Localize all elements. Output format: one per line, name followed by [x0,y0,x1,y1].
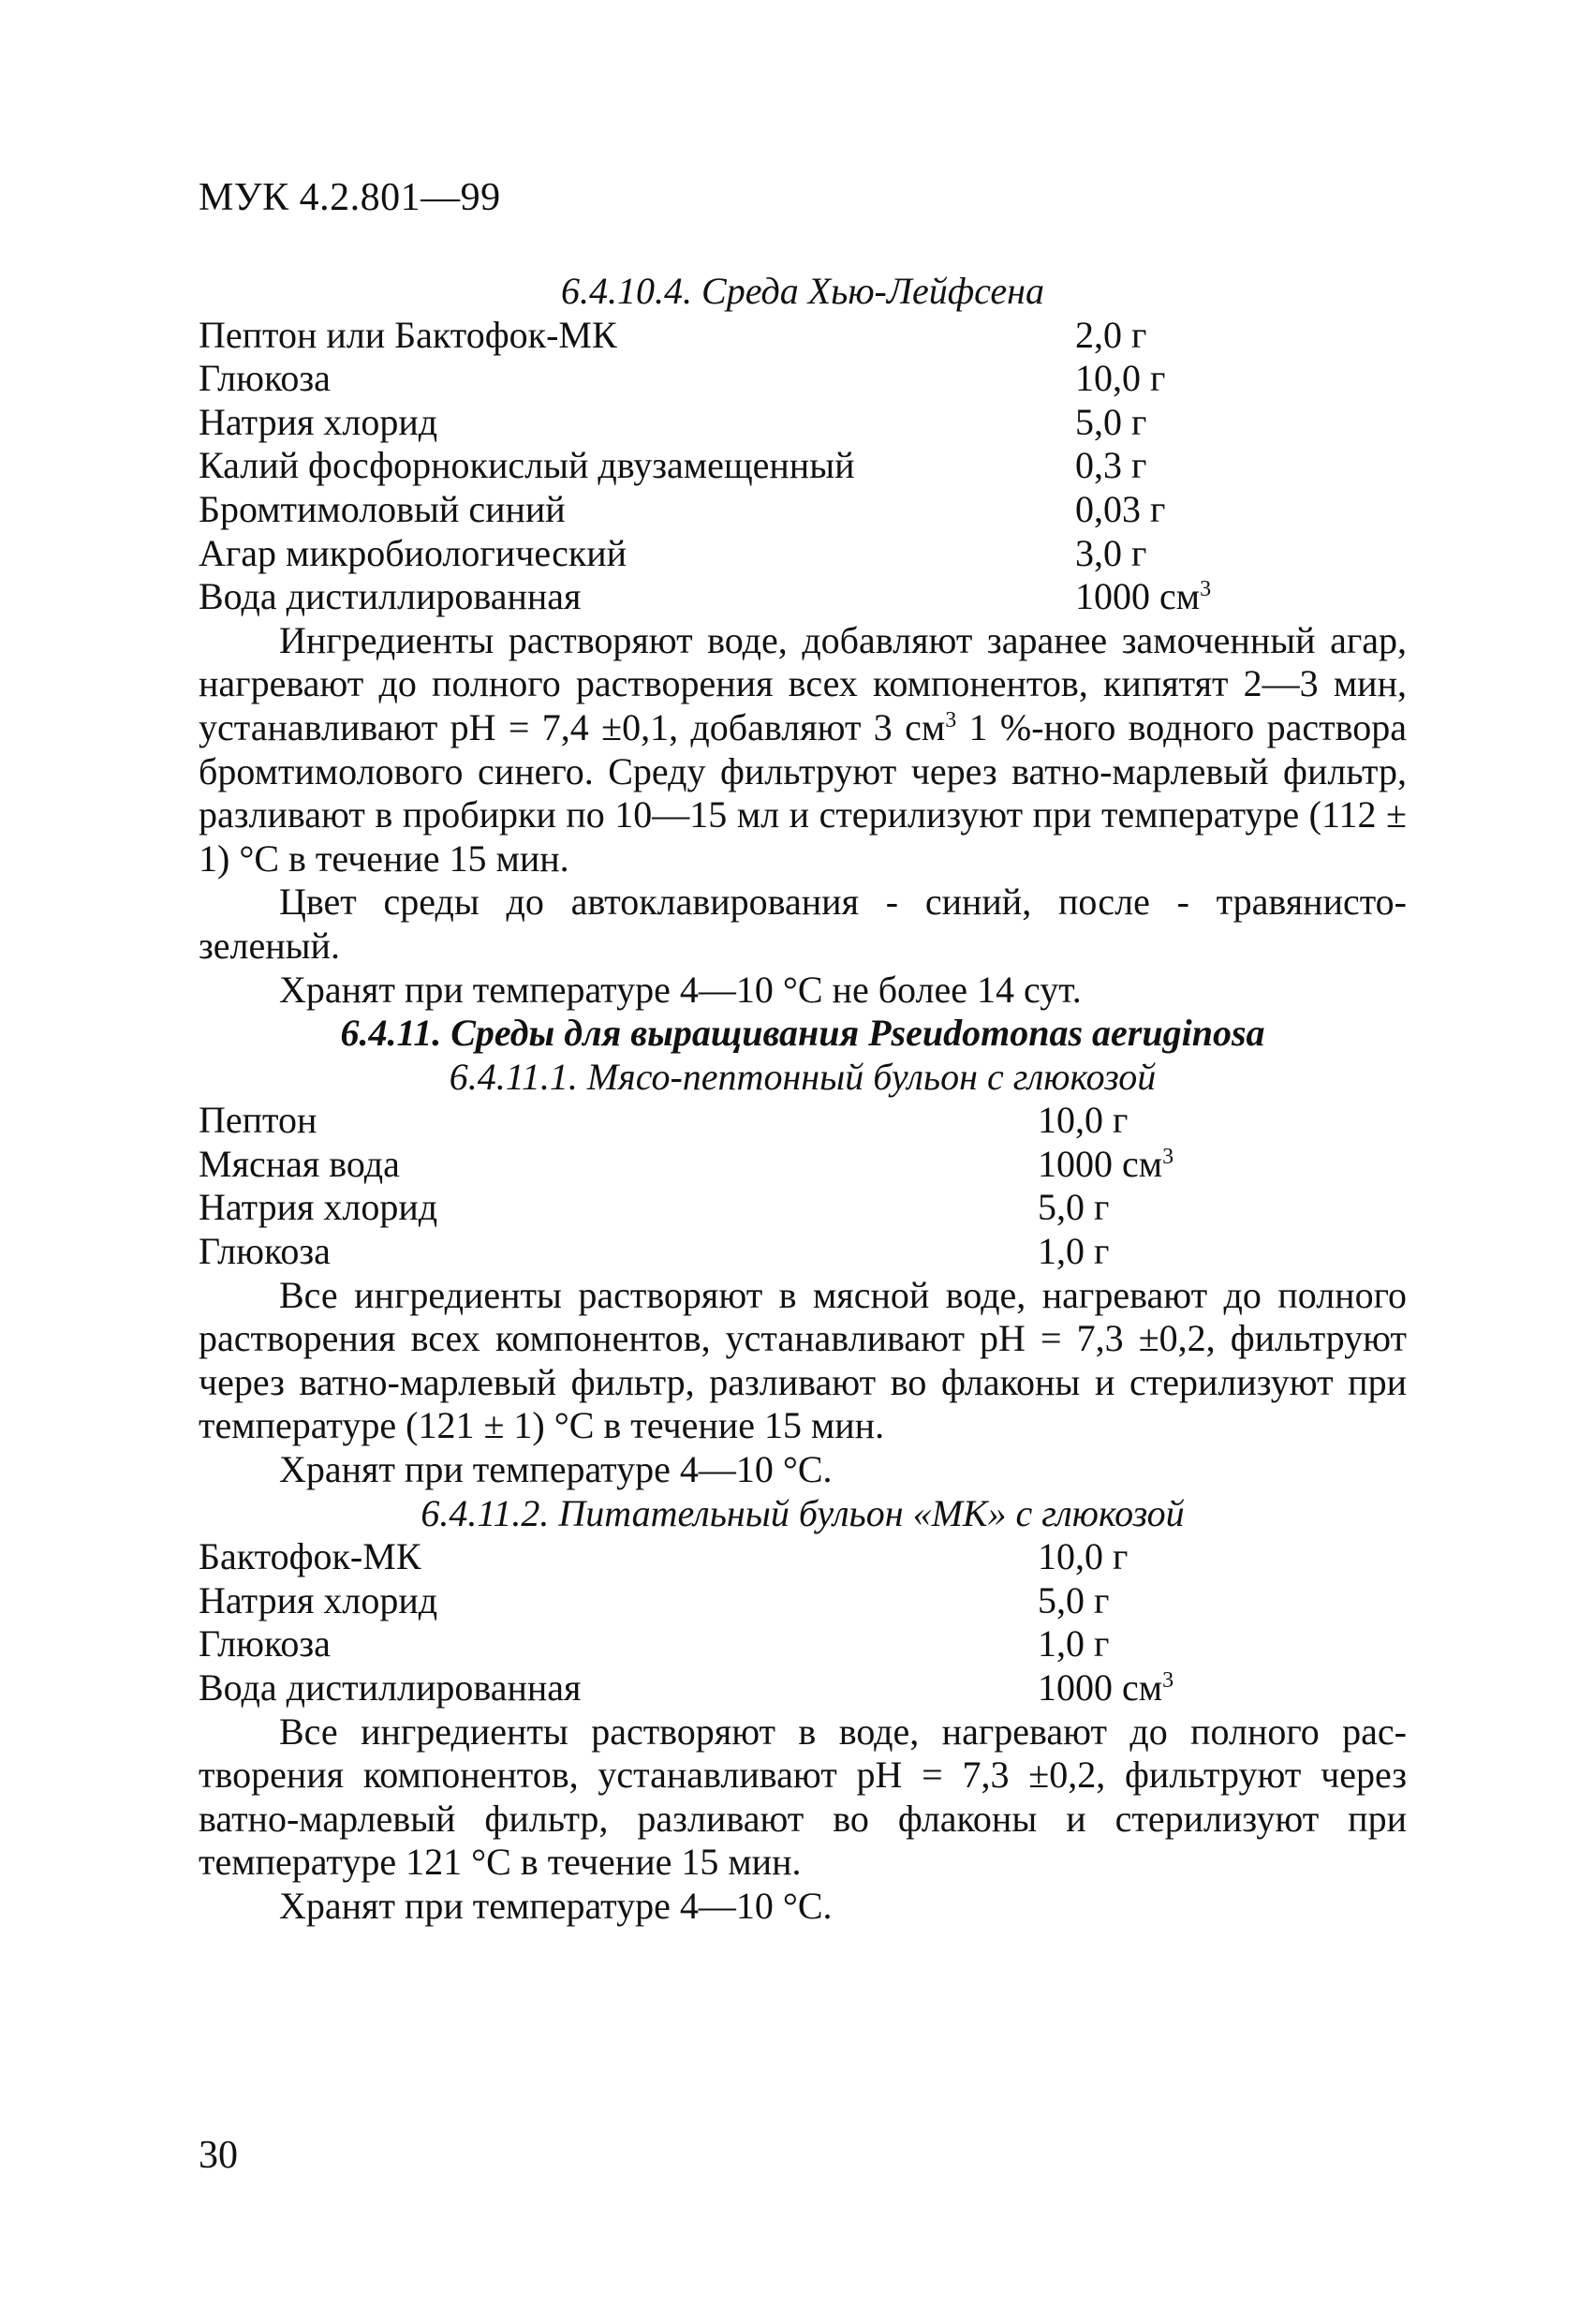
ingredient-row [199,1186,1407,1230]
ingredient-row [199,1535,1407,1579]
ingredient-name: Вода дистиллированная [199,575,582,618]
ingredient-name: Вода дистиллированная [199,1666,582,1709]
page-number: 30 [199,2134,238,2177]
superscript: 3 [1200,577,1212,602]
amount-value: 1000 см [1075,575,1201,618]
ingredient-amount [1038,1143,1173,1187]
ingredient-name: Натрия хлорид [199,1578,438,1621]
ingredient-amount: 10,0 г [1038,1099,1129,1142]
ingredient-amount: 10,0 г [1038,1535,1129,1578]
paragraph-text: 1 %-ного водного раствора бромтимолового синего. Среду фильтруют через ватно-марлевый фильтр, разливают в пробирки по 10—15 мл и стерилизуют при температуре (112 ± 1) °С в течение 15 мин. [199,705,1407,880]
paragraph-preparation: Все ингредиенты растворяют в воде, нагревают до полного растворения компонентов, устанавливают pH = 7,3 ±0,2, фильтруют через ватно-марлевый фильтр, разливают во флаконы и стерилизуют при температуре 121 °С в течение 15 мин. [199,1710,1407,1884]
section-title-hugh-leifson: 6.4.10.4. Среда Хью-Лейфсена [561,270,1044,312]
ingredient-name: Пептон [199,1099,317,1142]
paragraph-storage: Хранят при температуре 4—10 °С не более 14 сут. [279,968,1082,1011]
paragraph-storage: Хранят при температуре 4—10 °С. [279,1448,833,1491]
ingredient-name: Глюкоза [199,1622,331,1665]
paragraph-color: Цвет среды до автоклавирования - синий, после - травянисто-зеленый. [199,881,1407,967]
section-title-meat-peptone-broth: 6.4.11.1. Мясо-пептонный бульон с глюкозой [449,1055,1157,1098]
ingredient-name: Мясная вода [199,1142,400,1185]
section-title-mk-broth: 6.4.11.2. Питательный бульон «МК» с глюкозой [421,1491,1185,1534]
ingredient-name: Бактофок-МК [199,1535,421,1578]
ingredient-amount: 2,0 г [1075,313,1147,356]
ingredient-amount: 10,0 г [1075,357,1166,400]
ingredient-amount [1038,1666,1173,1710]
ingredient-list-meat-peptone-broth [199,1099,1407,1273]
document-code: МУК 4.2.801—99 [199,176,501,219]
superscript: 3 [1162,1668,1174,1693]
ingredient-row [199,1666,1407,1710]
superscript: 3 [945,707,957,733]
ingredient-row [199,488,1407,532]
ingredient-amount: 5,0 г [1038,1578,1110,1621]
ingredient-name: Калий фосфорнокислый двузамещенный [199,444,855,487]
superscript: 3 [1162,1144,1174,1169]
ingredient-name: Глюкоза [199,1230,331,1273]
ingredient-name: Пептон или Бактофок-МК [199,313,617,356]
section-title-pseudomonas: 6.4.11. Среды для выращивания Pseudomonas aeruginosa [340,1012,1265,1055]
amount-value: 1000 см [1038,1666,1163,1709]
paragraph-storage: Хранят при температуре 4—10 °С. [279,1884,833,1927]
paragraph-preparation [199,619,1407,881]
ingredient-name: Натрия хлорид [199,1186,438,1229]
ingredient-row [199,1579,1407,1623]
ingredient-amount: 5,0 г [1038,1186,1110,1229]
ingredient-amount: 0,03 г [1075,487,1166,530]
ingredient-row [199,1099,1407,1143]
ingredient-row [199,1230,1407,1274]
page-content [199,270,1407,1929]
ingredient-row [199,357,1407,401]
paragraph-text: Ингредиенты растворяют воде, добавляют заранее замоченный агар, нагревают до полного растворения всех компонентов, кипятят 2—3 мин, устанавливают pH = 7,4 ±0,1, добавляют 3 см [199,618,1407,748]
ingredient-list-mk-broth [199,1535,1407,1710]
ingredient-amount: 1,0 г [1038,1230,1110,1273]
ingredient-row [199,444,1407,488]
ingredient-amount [1075,575,1211,619]
amount-value: 1000 см [1038,1142,1163,1185]
ingredient-name: Агар микробиологический [199,531,627,574]
ingredient-row [199,575,1407,619]
ingredient-row [199,401,1407,445]
ingredient-name: Натрия хлорид [199,400,438,443]
ingredient-row [199,532,1407,576]
ingredient-row [199,314,1407,358]
ingredient-amount: 5,0 г [1075,400,1147,443]
ingredient-amount: 3,0 г [1075,531,1147,574]
ingredient-row [199,1143,1407,1187]
ingredient-amount: 0,3 г [1075,444,1147,487]
ingredient-row [199,1622,1407,1666]
ingredient-amount: 1,0 г [1038,1622,1110,1665]
paragraph-preparation: Все ингредиенты растворяют в мясной воде, нагревают до полного растворения всех компонентов, устанавливают pH = 7,3 ±0,2, фильтруют через ватно-марлевый фильтр, разливают во флаконы и стерилизуют при температуре (121 ± 1) °С в течение 15 мин. [199,1273,1407,1447]
ingredient-name: Глюкоза [199,357,331,400]
ingredient-name: Бромтимоловый синий [199,487,566,530]
ingredient-list-hugh-leifson [199,314,1407,619]
